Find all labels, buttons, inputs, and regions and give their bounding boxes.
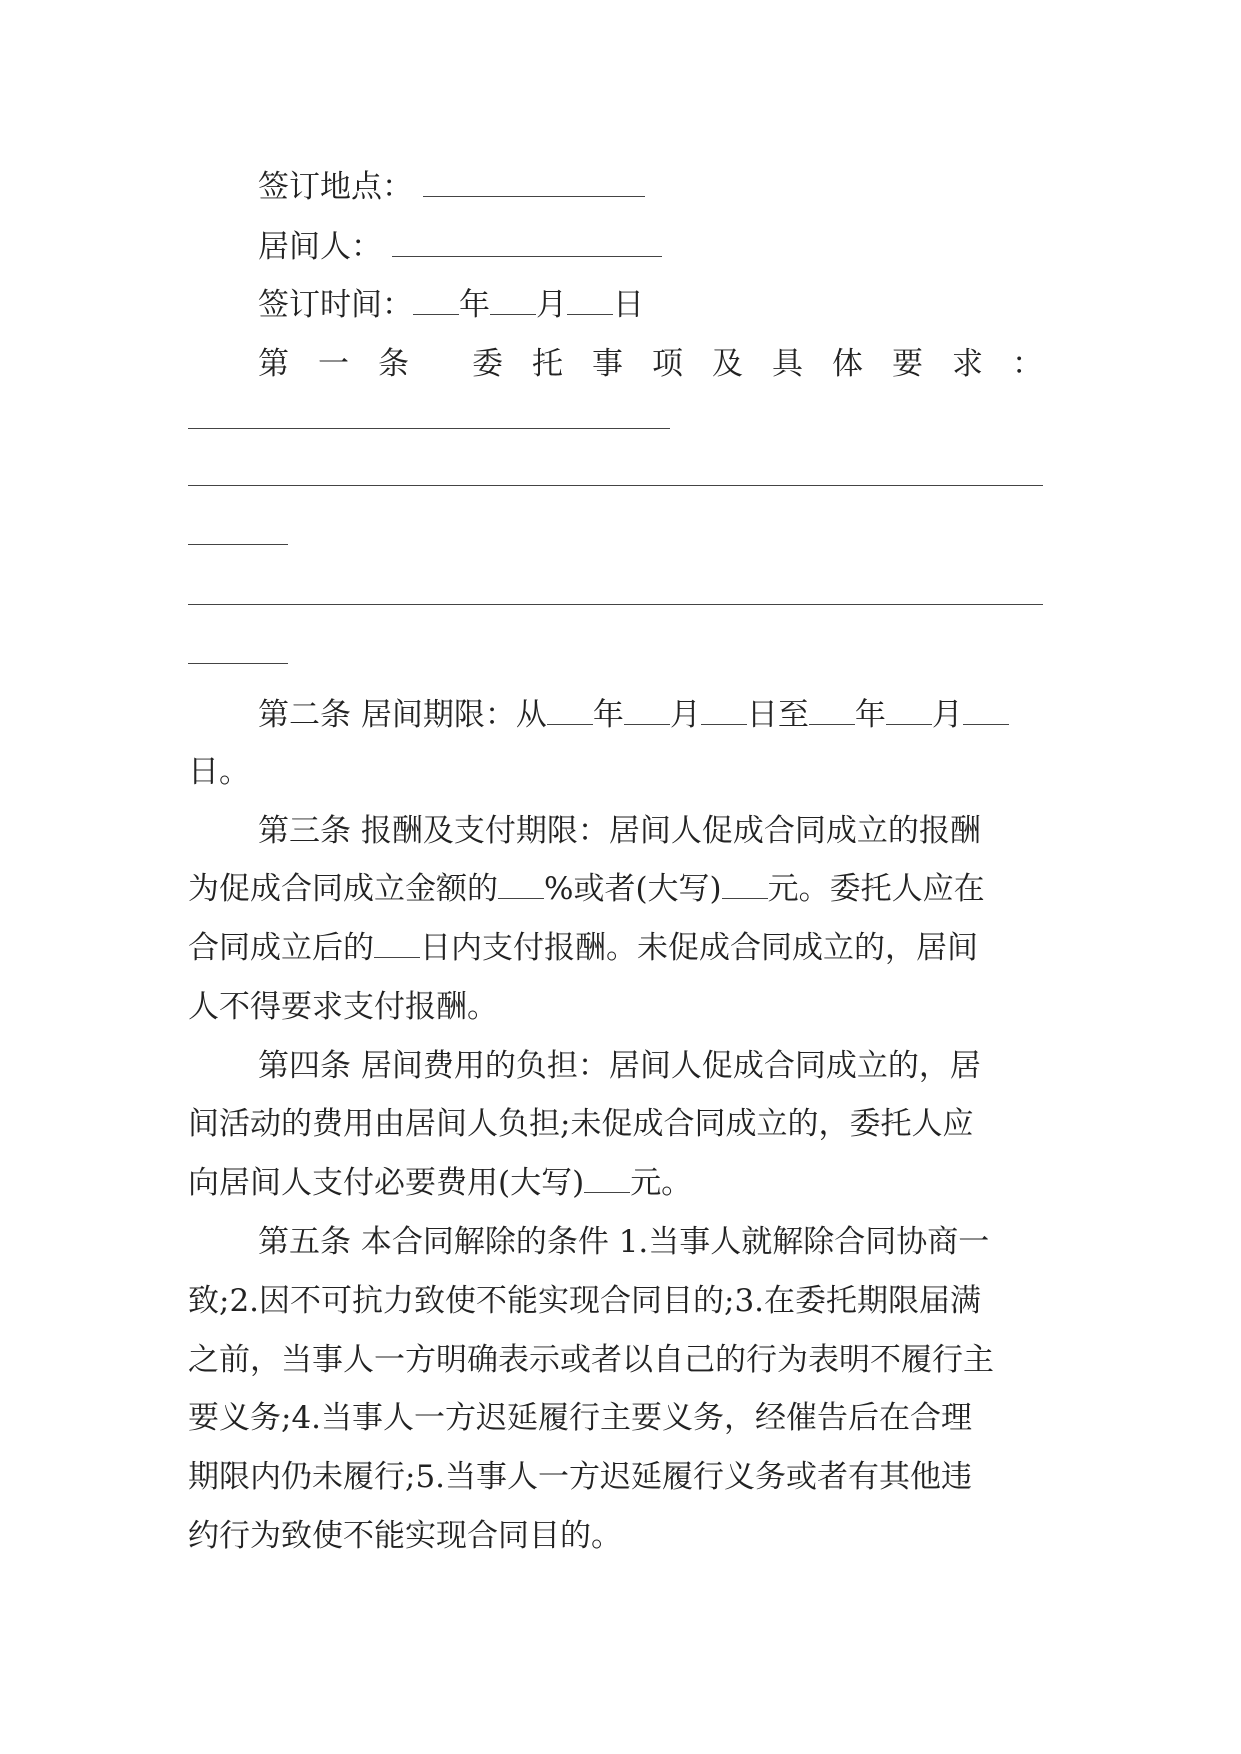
to-year-blank[interactable] bbox=[809, 698, 855, 725]
article2-end: 日。 bbox=[188, 754, 250, 790]
expense-blank[interactable] bbox=[584, 1166, 630, 1193]
article1-title: 第一条 bbox=[258, 346, 438, 382]
sign-day-blank[interactable] bbox=[567, 288, 613, 315]
to-month-label: 月 bbox=[931, 697, 963, 733]
article5-text-2: 致;2.因不可抗力致使不能实现合同目的;3.在委托期限届满 bbox=[188, 1283, 982, 1319]
from-month-label: 月 bbox=[669, 697, 701, 733]
sign-time-label: 签订时间： bbox=[258, 287, 413, 323]
sign-place-label: 签订地点： bbox=[258, 169, 413, 205]
article3-line-4 bbox=[188, 987, 498, 1027]
article3-line-3 bbox=[188, 928, 978, 968]
article4-text-1: 第四条 居间费用的负担：居间人促成合同成立的，居 bbox=[258, 1048, 981, 1084]
intermediary-blank[interactable] bbox=[392, 230, 662, 257]
to-year-label: 年 bbox=[854, 697, 886, 733]
from-day-blank[interactable] bbox=[701, 698, 747, 725]
from-day-to-label: 日至 bbox=[746, 697, 809, 733]
article5-line-3 bbox=[188, 1340, 994, 1380]
article2-line-1 bbox=[258, 695, 1009, 735]
day-label: 日 bbox=[613, 287, 644, 323]
percent-blank[interactable] bbox=[498, 872, 544, 899]
article3-text-2a: 为促成合同成立金额的 bbox=[188, 871, 498, 907]
article5-text-6: 约行为致使不能实现合同目的。 bbox=[188, 1518, 622, 1554]
from-year-blank[interactable] bbox=[547, 698, 593, 725]
article3-text-2b: %或者(大写) bbox=[544, 871, 722, 907]
sign-place-blank[interactable] bbox=[423, 170, 645, 197]
article5-line-4 bbox=[188, 1398, 972, 1438]
article1-blank-line-2[interactable] bbox=[188, 484, 1043, 486]
article5-text-1: 第五条 本合同解除的条件 1.当事人就解除合同协商一 bbox=[258, 1224, 990, 1260]
article1-blank-line-4[interactable] bbox=[188, 603, 1043, 605]
article1-blank-line-3[interactable] bbox=[188, 543, 288, 545]
year-label: 年 bbox=[459, 287, 490, 323]
article5-text-5: 期限内仍未履行;5.当事人一方迟延履行义务或者有其他违 bbox=[188, 1459, 973, 1495]
sign-year-blank[interactable] bbox=[413, 288, 459, 315]
article4-text-2: 间活动的费用由居间人负担;未促成合同成立的，委托人应 bbox=[188, 1106, 974, 1142]
to-day-blank[interactable] bbox=[963, 698, 1009, 725]
intermediary-line bbox=[258, 227, 662, 267]
article5-line-2 bbox=[188, 1281, 981, 1321]
from-year-label: 年 bbox=[592, 697, 624, 733]
sign-month-blank[interactable] bbox=[490, 288, 536, 315]
article1-blank-line-5[interactable] bbox=[188, 662, 288, 664]
article1-blank-line-1[interactable] bbox=[188, 427, 670, 429]
article4-line-3 bbox=[188, 1163, 692, 1203]
article2-line-2 bbox=[188, 752, 250, 792]
article3-text-1: 第三条 报酬及支付期限：居间人促成合同成立的报酬 bbox=[258, 813, 981, 849]
sign-time-line bbox=[258, 285, 644, 325]
amount-blank[interactable] bbox=[722, 872, 768, 899]
sign-place-line bbox=[258, 167, 645, 207]
article2-lead: 第二条 居间期限：从 bbox=[258, 697, 547, 733]
to-month-blank[interactable] bbox=[886, 698, 932, 725]
article3-line-2 bbox=[188, 869, 985, 909]
article1-heading bbox=[258, 344, 1072, 384]
from-month-blank[interactable] bbox=[624, 698, 670, 725]
article1-heading-text: 委托事项及具体要求： bbox=[472, 346, 1072, 382]
article4-line-1 bbox=[258, 1046, 981, 1086]
article5-line-1 bbox=[258, 1222, 989, 1262]
article3-text-2c: 元。委托人应在 bbox=[767, 871, 985, 907]
intermediary-label: 居间人： bbox=[258, 229, 382, 265]
article5-text-3: 之前，当事人一方明确表示或者以自己的行为表明不履行主 bbox=[188, 1342, 994, 1378]
article4-text-3b: 元。 bbox=[630, 1165, 693, 1201]
days-blank[interactable] bbox=[374, 931, 420, 958]
article3-text-4: 人不得要求支付报酬。 bbox=[188, 989, 498, 1025]
month-label: 月 bbox=[536, 287, 567, 323]
article5-text-4: 要义务;4.当事人一方迟延履行主要义务，经催告后在合理 bbox=[188, 1400, 973, 1436]
article3-text-3a: 合同成立后的 bbox=[188, 930, 374, 966]
article4-text-3a: 向居间人支付必要费用(大写) bbox=[188, 1165, 585, 1201]
article4-line-2 bbox=[188, 1104, 973, 1144]
article3-line-1 bbox=[258, 811, 981, 851]
article5-line-5 bbox=[188, 1457, 972, 1497]
article5-line-6 bbox=[188, 1516, 622, 1556]
article3-text-3b: 日内支付报酬。未促成合同成立的，居间 bbox=[420, 930, 978, 966]
